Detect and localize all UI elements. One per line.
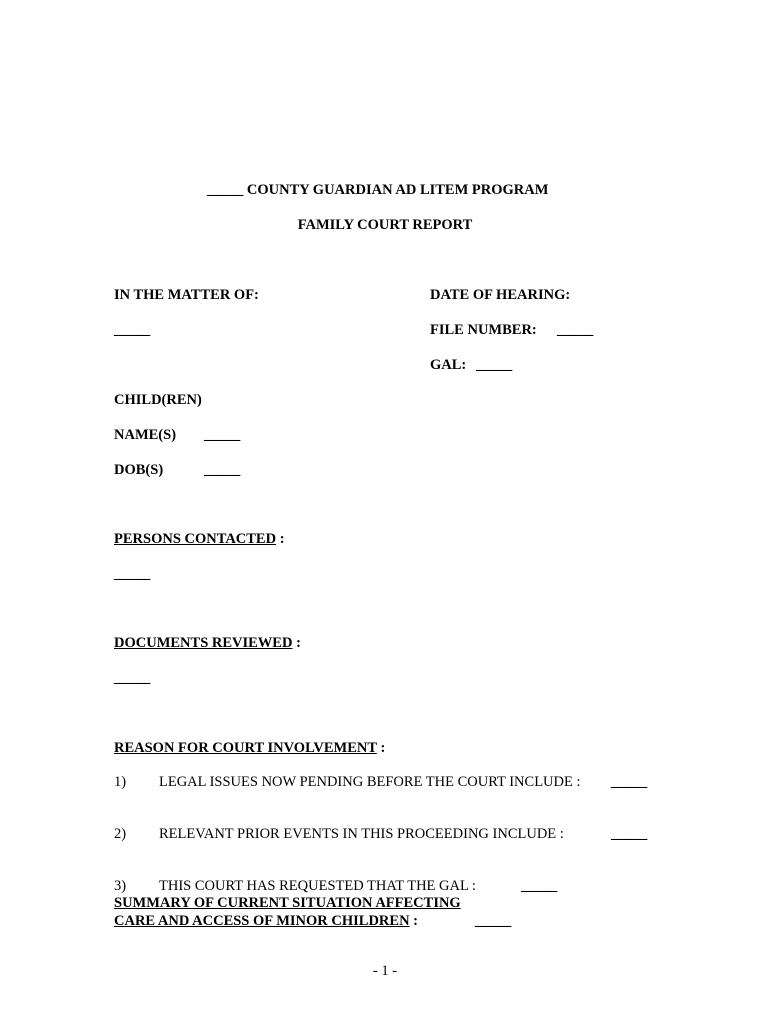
date-of-hearing-label: DATE OF HEARING: [430,287,571,303]
persons-contacted-blank: _____ [114,566,151,582]
documents-reviewed-colon: : [292,635,301,651]
reason-item-1-number: 1) [114,774,127,790]
reason-item-3-text: THIS COURT HAS REQUESTED THAT THE GAL : [159,878,476,894]
summary-heading-line-2 [114,912,418,930]
summary-label: CARE AND ACCESS OF MINOR CHILDREN [114,913,410,929]
reason-item-2-blank: _____ [611,826,648,842]
report-title: FAMILY COURT REPORT [297,217,473,233]
file-number-blank: _____ [557,322,594,338]
reason-item-2-text: RELEVANT PRIOR EVENTS IN THIS PROCEEDING INCLUDE : [159,826,564,842]
documents-reviewed-label: DOCUMENTS REVIEWED [114,635,293,651]
persons-contacted-colon: : [276,531,285,547]
reason-colon: : [376,740,386,756]
reason-label: REASON FOR COURT INVOLVEMENT [114,740,377,756]
reason-item-3-blank: _____ [521,878,558,894]
summary-colon: : [409,913,419,929]
documents-reviewed-heading [114,634,301,652]
summary-blank: _____ [475,913,512,929]
summary-heading-line-1: SUMMARY OF CURRENT SITUATION AFFECTING [114,895,461,911]
gal-label: GAL: [430,357,467,373]
reason-item-3-number: 3) [114,878,127,894]
matter-blank: _____ [114,322,151,338]
program-title [207,181,548,199]
program-name: COUNTY GUARDIAN AD LITEM PROGRAM [243,182,549,198]
names-blank: _____ [204,427,241,443]
dob-blank: _____ [204,462,241,478]
documents-reviewed-blank: _____ [114,670,151,686]
names-label: NAME(S) [114,427,177,443]
children-heading: CHILD(REN) [114,392,202,408]
page-number: - 1 - [372,963,398,979]
reason-item-2-number: 2) [114,826,127,842]
reason-heading [114,739,385,757]
persons-contacted-heading [114,530,285,548]
gal-blank: _____ [476,357,513,373]
dob-label: DOB(S) [114,462,164,478]
county-blank: _____ [207,182,244,198]
persons-contacted-label: PERSONS CONTACTED [114,531,277,547]
matter-label: IN THE MATTER OF: [114,287,259,303]
file-number-label: FILE NUMBER: [430,322,537,338]
reason-item-1-text: LEGAL ISSUES NOW PENDING BEFORE THE COURT INCLUDE : [159,774,581,790]
reason-item-1-blank: _____ [611,774,648,790]
